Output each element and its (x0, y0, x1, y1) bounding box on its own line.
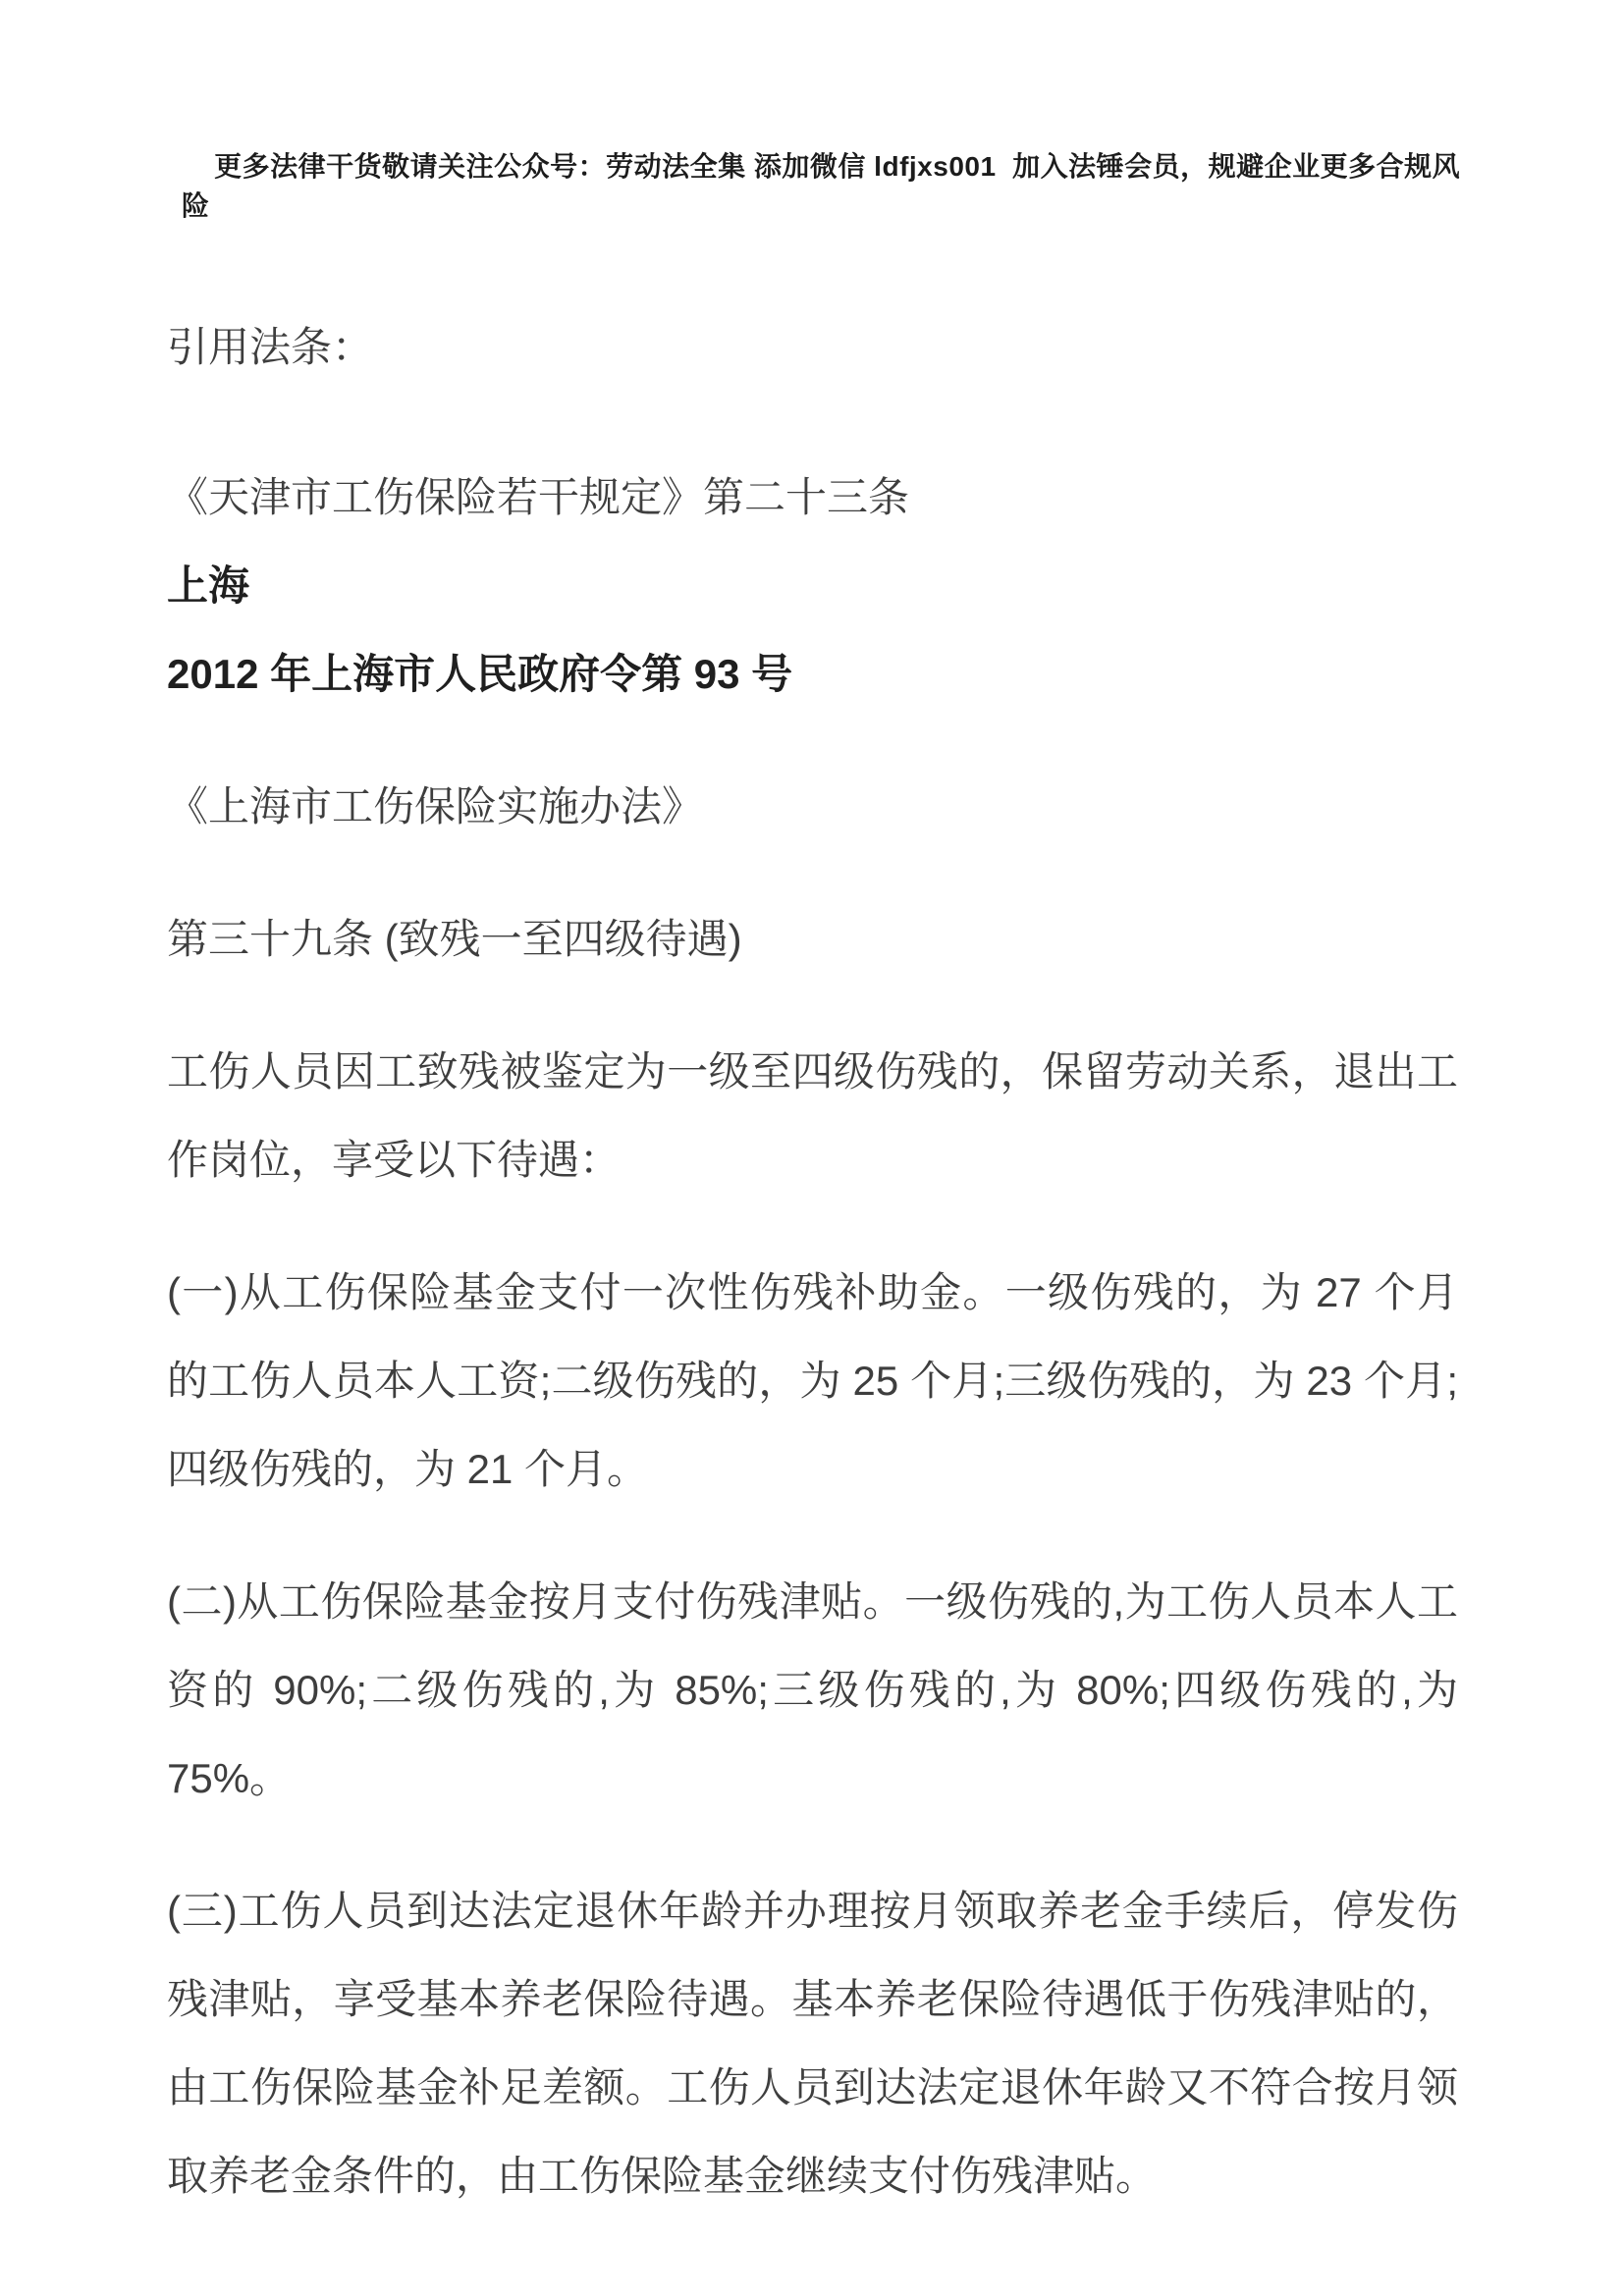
city-heading: 上海 (167, 562, 250, 609)
paragraph-intro: 工伤人员因工致残被鉴定为一级至四级伤残的，保留劳动关系，退出工作岗位，享受以下待遇： (167, 1048, 1458, 1183)
decree-heading: 2012 年上海市人民政府令第 93 号 (167, 651, 793, 697)
promo-header (0, 0, 1623, 265)
regulation-title: 《上海市工伤保险实施办法》 (167, 783, 704, 829)
article-heading: 第三十九条 (致残一至四级待遇) (167, 916, 742, 962)
paragraph-item-3: (三)工伤人员到达法定退休年龄并办理按月领取养老金手续后，停发伤残津贴，享受基本养老保险待遇。基本养老保险待遇低于伤残津贴的，由工伤保险基金补足差额。工伤人员到达法定退休年龄又不符合按月领取养老金条件的，由工伤保险基金继续支付伤残津贴。 (167, 1888, 1458, 2199)
promo-header-text: 更多法律干货敬请关注公众号：劳动法全集 添加微信 ldfjxs001 加入法锤会员，规避企业更多合规风险 (182, 151, 1461, 221)
tianjin-citation: 《天津市工伤保险若干规定》第二十三条 (167, 474, 910, 520)
paragraph-item-1: (一)从工伤保险基金支付一次性伤残补助金。一级伤残的，为 27 个月的工伤人员本人工资;二级伤残的，为 25 个月;三级伤残的，为 23 个月;四级伤残的，为 21 个月。 (167, 1269, 1458, 1492)
cited-articles-label: 引用法条： (167, 324, 374, 370)
paragraph-item-2: (二)从工伤保险基金按月支付伤残津贴。一级伤残的,为工伤人员本人工资的 90%;二级伤残的,为 85%;三级伤残的,为 80%;四级伤残的,为 75%。 (167, 1578, 1458, 1801)
document-body (0, 265, 1623, 2220)
